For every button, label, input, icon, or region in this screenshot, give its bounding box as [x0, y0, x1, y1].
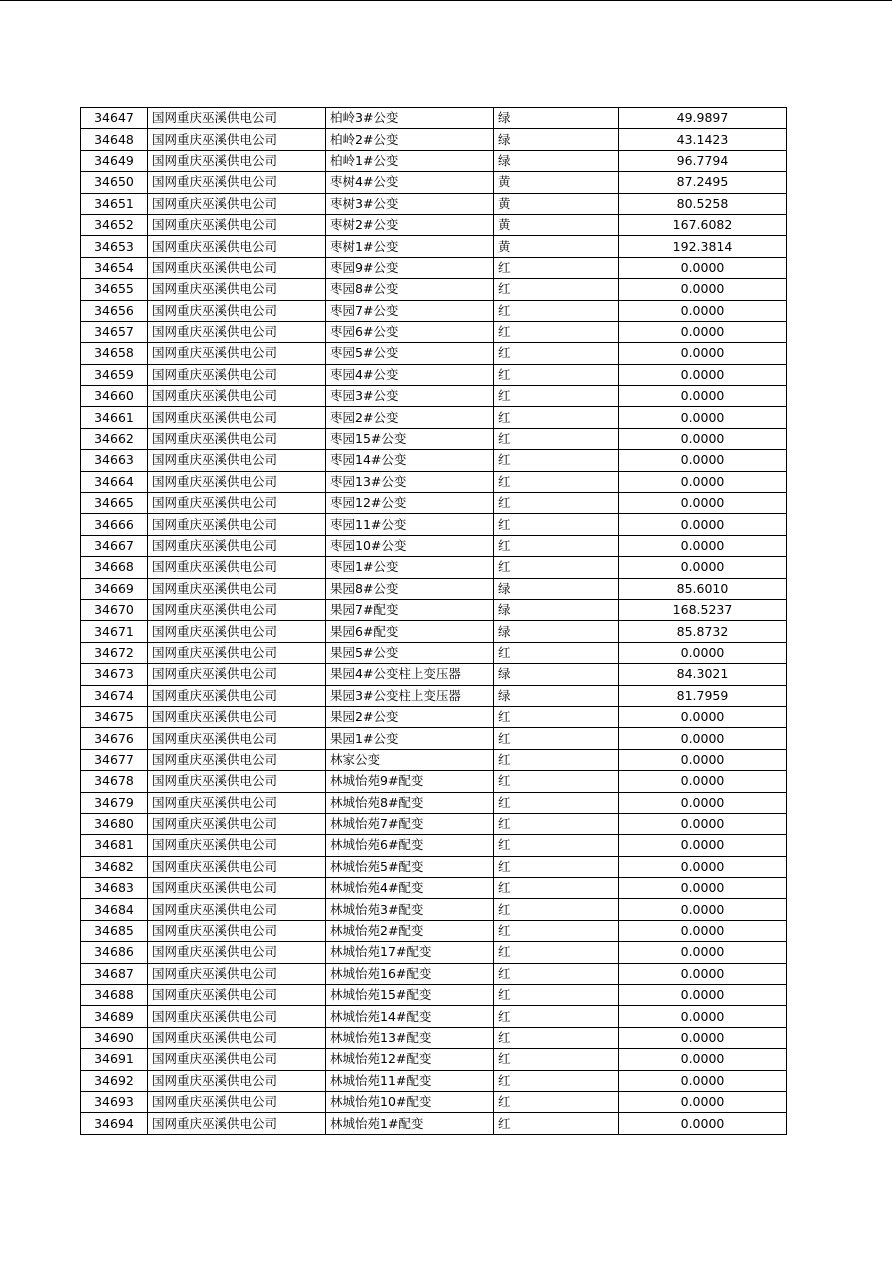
status-cell: 黄 — [494, 172, 619, 193]
id-cell: 34655 — [81, 279, 148, 300]
id-cell: 34664 — [81, 471, 148, 492]
company-cell: 国网重庆巫溪供电公司 — [148, 386, 326, 407]
status-cell: 绿 — [494, 685, 619, 706]
status-cell: 红 — [494, 813, 619, 834]
value-cell: 0.0000 — [619, 1027, 787, 1048]
status-cell: 黄 — [494, 214, 619, 235]
table-row — [81, 386, 787, 407]
company-cell: 国网重庆巫溪供电公司 — [148, 813, 326, 834]
transformer-name-cell: 枣树3#公变 — [326, 193, 494, 214]
value-cell: 0.0000 — [619, 792, 787, 813]
id-cell: 34670 — [81, 599, 148, 620]
id-cell: 34653 — [81, 236, 148, 257]
company-cell: 国网重庆巫溪供电公司 — [148, 150, 326, 171]
id-cell: 34652 — [81, 214, 148, 235]
status-cell: 绿 — [494, 664, 619, 685]
company-cell: 国网重庆巫溪供电公司 — [148, 621, 326, 642]
transformer-name-cell: 果园5#公变 — [326, 642, 494, 663]
transformer-name-cell: 林城怡苑4#配变 — [326, 878, 494, 899]
value-cell: 0.0000 — [619, 706, 787, 727]
value-cell: 0.0000 — [619, 642, 787, 663]
status-cell: 红 — [494, 1113, 619, 1134]
value-cell: 0.0000 — [619, 856, 787, 877]
status-cell: 绿 — [494, 129, 619, 150]
table-row — [81, 321, 787, 342]
transformer-name-cell: 枣园7#公变 — [326, 300, 494, 321]
id-cell: 34682 — [81, 856, 148, 877]
value-cell: 0.0000 — [619, 771, 787, 792]
table-row — [81, 279, 787, 300]
status-cell: 红 — [494, 835, 619, 856]
status-cell: 红 — [494, 257, 619, 278]
company-cell: 国网重庆巫溪供电公司 — [148, 343, 326, 364]
id-cell: 34690 — [81, 1027, 148, 1048]
transformer-name-cell: 林城怡苑14#配变 — [326, 1006, 494, 1027]
status-cell: 红 — [494, 1006, 619, 1027]
transformer-name-cell: 枣园12#公变 — [326, 493, 494, 514]
status-cell: 红 — [494, 343, 619, 364]
company-cell: 国网重庆巫溪供电公司 — [148, 407, 326, 428]
status-cell: 红 — [494, 749, 619, 770]
id-cell: 34676 — [81, 728, 148, 749]
company-cell: 国网重庆巫溪供电公司 — [148, 749, 326, 770]
value-cell: 0.0000 — [619, 407, 787, 428]
status-cell: 红 — [494, 407, 619, 428]
id-cell: 34649 — [81, 150, 148, 171]
transformer-name-cell: 果园4#公变柱上变压器 — [326, 664, 494, 685]
status-cell: 红 — [494, 771, 619, 792]
value-cell: 168.5237 — [619, 599, 787, 620]
table-row — [81, 428, 787, 449]
table-row — [81, 1070, 787, 1091]
status-cell: 绿 — [494, 599, 619, 620]
status-cell: 绿 — [494, 150, 619, 171]
transformer-name-cell: 果园6#配变 — [326, 621, 494, 642]
company-cell: 国网重庆巫溪供电公司 — [148, 321, 326, 342]
id-cell: 34666 — [81, 514, 148, 535]
company-cell: 国网重庆巫溪供电公司 — [148, 856, 326, 877]
table-row — [81, 728, 787, 749]
status-cell: 红 — [494, 856, 619, 877]
id-cell: 34667 — [81, 535, 148, 556]
company-cell: 国网重庆巫溪供电公司 — [148, 471, 326, 492]
id-cell: 34688 — [81, 985, 148, 1006]
status-cell: 红 — [494, 279, 619, 300]
company-cell: 国网重庆巫溪供电公司 — [148, 236, 326, 257]
id-cell: 34673 — [81, 664, 148, 685]
status-cell: 红 — [494, 300, 619, 321]
table-row — [81, 878, 787, 899]
company-cell: 国网重庆巫溪供电公司 — [148, 535, 326, 556]
company-cell: 国网重庆巫溪供电公司 — [148, 578, 326, 599]
id-cell: 34674 — [81, 685, 148, 706]
table-row — [81, 771, 787, 792]
value-cell: 0.0000 — [619, 920, 787, 941]
company-cell: 国网重庆巫溪供电公司 — [148, 706, 326, 727]
transformer-name-cell: 枣园11#公变 — [326, 514, 494, 535]
status-cell: 红 — [494, 321, 619, 342]
transformer-name-cell: 林城怡苑1#配变 — [326, 1113, 494, 1134]
value-cell: 0.0000 — [619, 1070, 787, 1091]
company-cell: 国网重庆巫溪供电公司 — [148, 514, 326, 535]
id-cell: 34693 — [81, 1091, 148, 1112]
id-cell: 34647 — [81, 108, 148, 129]
id-cell: 34662 — [81, 428, 148, 449]
value-cell: 0.0000 — [619, 813, 787, 834]
table-row — [81, 1113, 787, 1134]
table-row — [81, 129, 787, 150]
value-cell: 87.2495 — [619, 172, 787, 193]
status-cell: 红 — [494, 1091, 619, 1112]
table-row — [81, 257, 787, 278]
status-cell: 红 — [494, 471, 619, 492]
value-cell: 0.0000 — [619, 279, 787, 300]
id-cell: 34689 — [81, 1006, 148, 1027]
id-cell: 34679 — [81, 792, 148, 813]
id-cell: 34661 — [81, 407, 148, 428]
table-row — [81, 621, 787, 642]
value-cell: 0.0000 — [619, 1006, 787, 1027]
id-cell: 34663 — [81, 450, 148, 471]
company-cell: 国网重庆巫溪供电公司 — [148, 685, 326, 706]
id-cell: 34669 — [81, 578, 148, 599]
company-cell: 国网重庆巫溪供电公司 — [148, 129, 326, 150]
status-cell: 红 — [494, 493, 619, 514]
value-cell: 0.0000 — [619, 728, 787, 749]
table-row — [81, 407, 787, 428]
table-row — [81, 471, 787, 492]
transformer-name-cell: 柏岭3#公变 — [326, 108, 494, 129]
table-row — [81, 835, 787, 856]
status-cell: 红 — [494, 963, 619, 984]
status-cell: 红 — [494, 535, 619, 556]
company-cell: 国网重庆巫溪供电公司 — [148, 642, 326, 663]
transformer-name-cell: 枣树4#公变 — [326, 172, 494, 193]
value-cell: 0.0000 — [619, 749, 787, 770]
company-cell: 国网重庆巫溪供电公司 — [148, 878, 326, 899]
value-cell: 43.1423 — [619, 129, 787, 150]
value-cell: 0.0000 — [619, 321, 787, 342]
value-cell: 85.6010 — [619, 578, 787, 599]
status-cell: 红 — [494, 899, 619, 920]
company-cell: 国网重庆巫溪供电公司 — [148, 920, 326, 941]
table-row — [81, 706, 787, 727]
id-cell: 34694 — [81, 1113, 148, 1134]
company-cell: 国网重庆巫溪供电公司 — [148, 664, 326, 685]
company-cell: 国网重庆巫溪供电公司 — [148, 942, 326, 963]
company-cell: 国网重庆巫溪供电公司 — [148, 835, 326, 856]
table-row — [81, 450, 787, 471]
table-row — [81, 150, 787, 171]
table-row — [81, 963, 787, 984]
id-cell: 34658 — [81, 343, 148, 364]
transformer-name-cell: 枣园13#公变 — [326, 471, 494, 492]
table-row — [81, 578, 787, 599]
status-cell: 红 — [494, 557, 619, 578]
transformer-name-cell: 枣园3#公变 — [326, 386, 494, 407]
value-cell: 0.0000 — [619, 300, 787, 321]
transformer-name-cell: 枣园4#公变 — [326, 364, 494, 385]
value-cell: 0.0000 — [619, 985, 787, 1006]
table-row — [81, 236, 787, 257]
status-cell: 红 — [494, 878, 619, 899]
status-cell: 红 — [494, 514, 619, 535]
status-cell: 红 — [494, 792, 619, 813]
company-cell: 国网重庆巫溪供电公司 — [148, 728, 326, 749]
transformer-name-cell: 林城怡苑8#配变 — [326, 792, 494, 813]
status-cell: 红 — [494, 364, 619, 385]
id-cell: 34668 — [81, 557, 148, 578]
transformer-name-cell: 柏岭2#公变 — [326, 129, 494, 150]
table-row — [81, 1049, 787, 1070]
transformer-name-cell: 林城怡苑2#配变 — [326, 920, 494, 941]
transformer-name-cell: 林城怡苑7#配变 — [326, 813, 494, 834]
value-cell: 81.7959 — [619, 685, 787, 706]
id-cell: 34692 — [81, 1070, 148, 1091]
value-cell: 80.5258 — [619, 193, 787, 214]
table-row — [81, 664, 787, 685]
transformer-name-cell: 林城怡苑9#配变 — [326, 771, 494, 792]
company-cell: 国网重庆巫溪供电公司 — [148, 279, 326, 300]
company-cell: 国网重庆巫溪供电公司 — [148, 557, 326, 578]
transformer-name-cell: 枣园6#公变 — [326, 321, 494, 342]
id-cell: 34678 — [81, 771, 148, 792]
transformer-name-cell: 果园7#配变 — [326, 599, 494, 620]
id-cell: 34648 — [81, 129, 148, 150]
value-cell: 84.3021 — [619, 664, 787, 685]
company-cell: 国网重庆巫溪供电公司 — [148, 1006, 326, 1027]
value-cell: 0.0000 — [619, 514, 787, 535]
id-cell: 34672 — [81, 642, 148, 663]
status-cell: 红 — [494, 985, 619, 1006]
table-row — [81, 813, 787, 834]
transformer-name-cell: 柏岭1#公变 — [326, 150, 494, 171]
status-cell: 红 — [494, 428, 619, 449]
table-row — [81, 792, 787, 813]
table-row — [81, 899, 787, 920]
value-cell: 0.0000 — [619, 257, 787, 278]
value-cell: 0.0000 — [619, 835, 787, 856]
transformer-name-cell: 果园1#公变 — [326, 728, 494, 749]
company-cell: 国网重庆巫溪供电公司 — [148, 963, 326, 984]
table-row — [81, 108, 787, 129]
value-cell: 0.0000 — [619, 899, 787, 920]
table-row — [81, 364, 787, 385]
company-cell: 国网重庆巫溪供电公司 — [148, 108, 326, 129]
company-cell: 国网重庆巫溪供电公司 — [148, 428, 326, 449]
table-body — [81, 108, 787, 1135]
status-cell: 红 — [494, 1070, 619, 1091]
table-row — [81, 749, 787, 770]
status-cell: 红 — [494, 1049, 619, 1070]
transformer-name-cell: 林城怡苑10#配变 — [326, 1091, 494, 1112]
company-cell: 国网重庆巫溪供电公司 — [148, 1091, 326, 1112]
status-cell: 黄 — [494, 193, 619, 214]
transformer-name-cell: 枣园1#公变 — [326, 557, 494, 578]
id-cell: 34659 — [81, 364, 148, 385]
transformer-name-cell: 林城怡苑3#配变 — [326, 899, 494, 920]
value-cell: 0.0000 — [619, 386, 787, 407]
value-cell: 0.0000 — [619, 428, 787, 449]
value-cell: 0.0000 — [619, 1113, 787, 1134]
transformer-name-cell: 果园3#公变柱上变压器 — [326, 685, 494, 706]
transformer-name-cell: 果园8#公变 — [326, 578, 494, 599]
company-cell: 国网重庆巫溪供电公司 — [148, 1049, 326, 1070]
table-row — [81, 856, 787, 877]
id-cell: 34650 — [81, 172, 148, 193]
id-cell: 34685 — [81, 920, 148, 941]
transformer-name-cell: 枣园2#公变 — [326, 407, 494, 428]
status-cell: 红 — [494, 450, 619, 471]
transformer-name-cell: 林城怡苑6#配变 — [326, 835, 494, 856]
table-row — [81, 1006, 787, 1027]
company-cell: 国网重庆巫溪供电公司 — [148, 257, 326, 278]
transformer-name-cell: 果园2#公变 — [326, 706, 494, 727]
transformer-name-cell: 枣园5#公变 — [326, 343, 494, 364]
value-cell: 0.0000 — [619, 878, 787, 899]
table-row — [81, 300, 787, 321]
value-cell: 96.7794 — [619, 150, 787, 171]
transformer-name-cell: 林城怡苑5#配变 — [326, 856, 494, 877]
id-cell: 34656 — [81, 300, 148, 321]
table-row — [81, 599, 787, 620]
id-cell: 34681 — [81, 835, 148, 856]
transformer-name-cell: 枣园8#公变 — [326, 279, 494, 300]
table-row — [81, 685, 787, 706]
id-cell: 34683 — [81, 878, 148, 899]
id-cell: 34665 — [81, 493, 148, 514]
data-table — [80, 107, 787, 1135]
value-cell: 0.0000 — [619, 364, 787, 385]
transformer-name-cell: 林城怡苑16#配变 — [326, 963, 494, 984]
transformer-name-cell: 枣园14#公变 — [326, 450, 494, 471]
id-cell: 34654 — [81, 257, 148, 278]
status-cell: 红 — [494, 1027, 619, 1048]
company-cell: 国网重庆巫溪供电公司 — [148, 300, 326, 321]
transformer-name-cell: 林城怡苑15#配变 — [326, 985, 494, 1006]
company-cell: 国网重庆巫溪供电公司 — [148, 172, 326, 193]
value-cell: 0.0000 — [619, 493, 787, 514]
value-cell: 49.9897 — [619, 108, 787, 129]
value-cell: 0.0000 — [619, 450, 787, 471]
transformer-name-cell: 枣树2#公变 — [326, 214, 494, 235]
status-cell: 红 — [494, 706, 619, 727]
table-row — [81, 1091, 787, 1112]
status-cell: 绿 — [494, 578, 619, 599]
status-cell: 红 — [494, 728, 619, 749]
id-cell: 34671 — [81, 621, 148, 642]
company-cell: 国网重庆巫溪供电公司 — [148, 599, 326, 620]
page-top-border — [0, 0, 892, 1]
id-cell: 34687 — [81, 963, 148, 984]
company-cell: 国网重庆巫溪供电公司 — [148, 493, 326, 514]
transformer-name-cell: 枣园10#公变 — [326, 535, 494, 556]
table-row — [81, 214, 787, 235]
value-cell: 85.8732 — [619, 621, 787, 642]
id-cell: 34684 — [81, 899, 148, 920]
company-cell: 国网重庆巫溪供电公司 — [148, 193, 326, 214]
value-cell: 0.0000 — [619, 557, 787, 578]
value-cell: 0.0000 — [619, 1049, 787, 1070]
company-cell: 国网重庆巫溪供电公司 — [148, 792, 326, 813]
company-cell: 国网重庆巫溪供电公司 — [148, 985, 326, 1006]
transformer-name-cell: 林家公变 — [326, 749, 494, 770]
transformer-name-cell: 林城怡苑17#配变 — [326, 942, 494, 963]
company-cell: 国网重庆巫溪供电公司 — [148, 450, 326, 471]
value-cell: 167.6082 — [619, 214, 787, 235]
value-cell: 0.0000 — [619, 1091, 787, 1112]
id-cell: 34680 — [81, 813, 148, 834]
status-cell: 黄 — [494, 236, 619, 257]
table-row — [81, 1027, 787, 1048]
company-cell: 国网重庆巫溪供电公司 — [148, 1027, 326, 1048]
id-cell: 34651 — [81, 193, 148, 214]
table-row — [81, 343, 787, 364]
status-cell: 绿 — [494, 108, 619, 129]
company-cell: 国网重庆巫溪供电公司 — [148, 364, 326, 385]
transformer-name-cell: 枣园15#公变 — [326, 428, 494, 449]
company-cell: 国网重庆巫溪供电公司 — [148, 1070, 326, 1091]
transformer-name-cell: 林城怡苑12#配变 — [326, 1049, 494, 1070]
status-cell: 红 — [494, 920, 619, 941]
transformer-name-cell: 林城怡苑13#配变 — [326, 1027, 494, 1048]
status-cell: 绿 — [494, 621, 619, 642]
id-cell: 34657 — [81, 321, 148, 342]
value-cell: 0.0000 — [619, 942, 787, 963]
transformer-name-cell: 林城怡苑11#配变 — [326, 1070, 494, 1091]
value-cell: 0.0000 — [619, 343, 787, 364]
id-cell: 34691 — [81, 1049, 148, 1070]
transformer-name-cell: 枣树1#公变 — [326, 236, 494, 257]
transformer-name-cell: 枣园9#公变 — [326, 257, 494, 278]
company-cell: 国网重庆巫溪供电公司 — [148, 771, 326, 792]
id-cell: 34660 — [81, 386, 148, 407]
table-row — [81, 920, 787, 941]
value-cell: 192.3814 — [619, 236, 787, 257]
status-cell: 红 — [494, 942, 619, 963]
table-row — [81, 642, 787, 663]
value-cell: 0.0000 — [619, 963, 787, 984]
table-row — [81, 942, 787, 963]
table-row — [81, 514, 787, 535]
company-cell: 国网重庆巫溪供电公司 — [148, 214, 326, 235]
id-cell: 34686 — [81, 942, 148, 963]
table-row — [81, 172, 787, 193]
status-cell: 红 — [494, 386, 619, 407]
value-cell: 0.0000 — [619, 535, 787, 556]
table-row — [81, 493, 787, 514]
table-row — [81, 985, 787, 1006]
table-row — [81, 557, 787, 578]
table-row — [81, 193, 787, 214]
company-cell: 国网重庆巫溪供电公司 — [148, 1113, 326, 1134]
id-cell: 34677 — [81, 749, 148, 770]
id-cell: 34675 — [81, 706, 148, 727]
company-cell: 国网重庆巫溪供电公司 — [148, 899, 326, 920]
status-cell: 红 — [494, 642, 619, 663]
value-cell: 0.0000 — [619, 471, 787, 492]
table-row — [81, 535, 787, 556]
